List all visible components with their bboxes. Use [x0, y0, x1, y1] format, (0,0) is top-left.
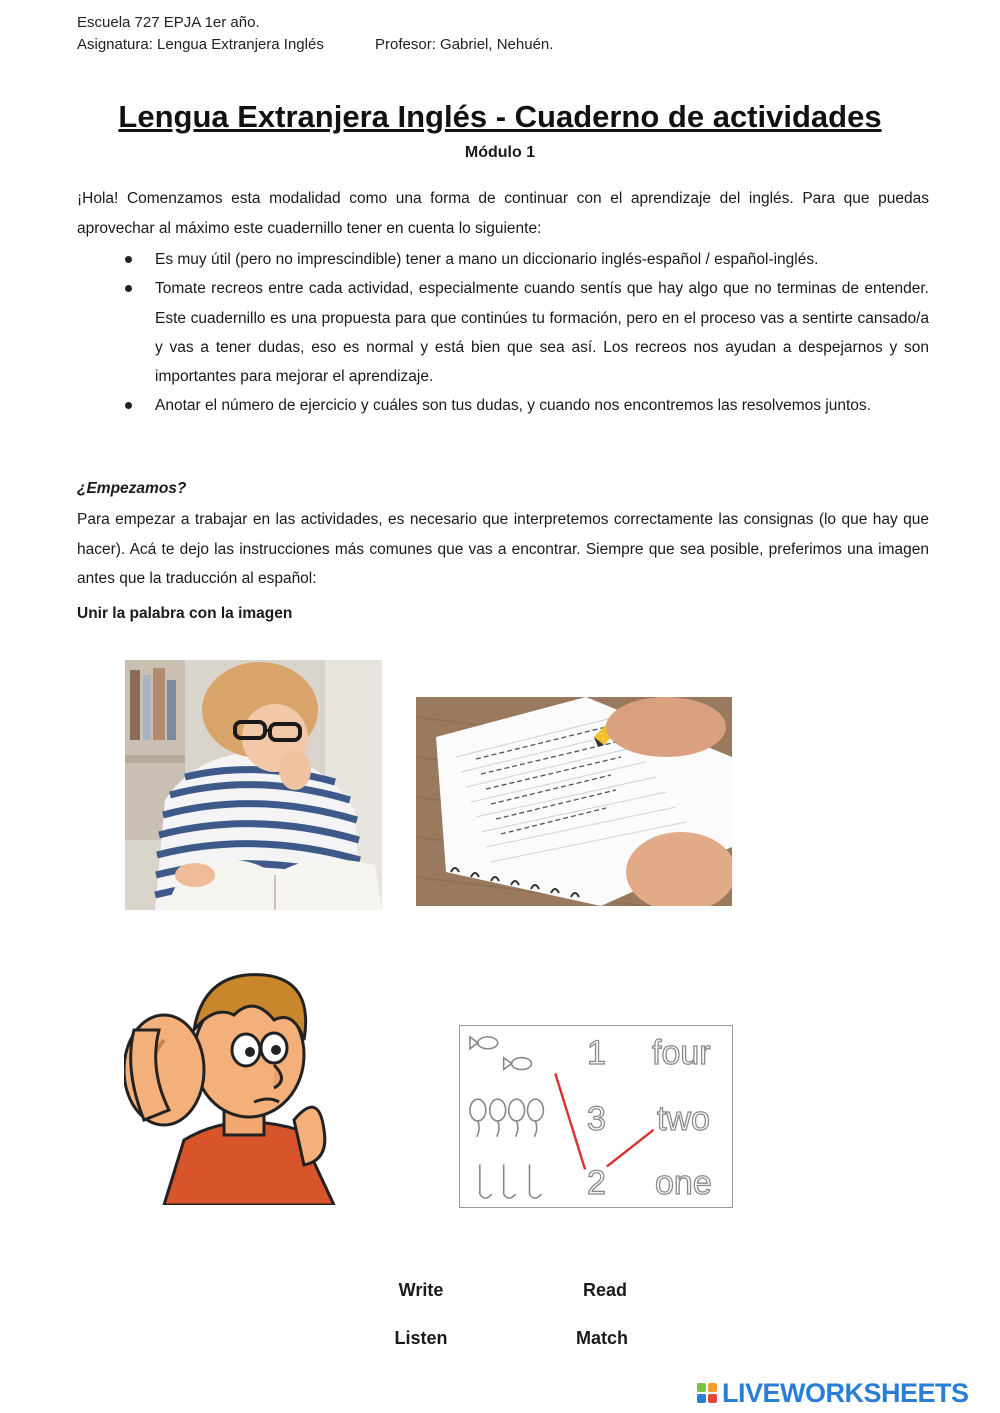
bullet-icon — [125, 402, 132, 409]
match-word-one: one — [655, 1164, 712, 1202]
logo-mark-icon — [696, 1382, 718, 1404]
listening-cartoon-image[interactable] — [124, 970, 344, 1205]
word-write[interactable]: Write — [398, 1280, 444, 1300]
page-title: Lengua Extranjera Inglés - Cuaderno de actividades — [118, 99, 882, 134]
word-listen[interactable]: Listen — [394, 1328, 448, 1348]
brand-name: LIVEWORKSHEETS — [722, 1377, 969, 1408]
match-word-two: two — [657, 1100, 710, 1138]
bullet-icon — [125, 285, 132, 292]
teacher-line: Profesor: Gabriel, Nehuén. — [375, 36, 554, 53]
school-line: Escuela 727 EPJA 1er año. — [77, 14, 260, 31]
list-item — [125, 274, 929, 391]
bullet-icon — [125, 256, 132, 263]
match-number-2: 2 — [587, 1164, 606, 1202]
word-match[interactable]: Match — [575, 1328, 628, 1348]
reading-woman-image[interactable] — [125, 660, 382, 910]
list-item-text: Anotar el número de ejercicio y cuáles son tus dudas, y cuando nos encontremos las resolvemos juntos. — [155, 397, 871, 415]
match-number-1: 1 — [587, 1034, 606, 1072]
list-item-text: Es muy útil (pero no imprescindible) tener a mano un diccionario inglés-español / español-inglés. — [155, 251, 819, 268]
tips-list — [125, 245, 929, 421]
match-worksheet-image[interactable] — [459, 1025, 733, 1208]
module-subtitle: Módulo 1 — [464, 144, 536, 161]
match-word-four: four — [652, 1034, 711, 1072]
section-heading: ¿Empezamos? — [77, 480, 187, 497]
exercise-title: Unir la palabra con la imagen — [77, 605, 293, 622]
writing-notebook-image[interactable] — [416, 697, 732, 906]
section-paragraph: Para empezar a trabajar en las actividades, es necesario que interpretemos correctamente las consignas (lo que hay que hacer). Acá te dejo las instrucciones más comunes que vas a encontrar. Siempre que sea posible, preferimos una imagen antes que la traducción al español: — [77, 511, 929, 587]
match-number-3: 3 — [587, 1100, 606, 1138]
subject-line: Asignatura: Lengua Extranjera Inglés — [77, 36, 324, 53]
intro-paragraph: ¡Hola! Comenzamos esta modalidad como una forma de continuar con el aprendizaje del inglés. Para que puedas aprovechar al máximo este cuadernillo tener en cuenta lo siguiente: — [77, 190, 929, 237]
liveworksheets-logo — [696, 1377, 969, 1409]
list-item-text: Tomate recreos entre cada actividad, especialmente cuando sentís que hay algo que no terminas de entender. Este cuadernillo es una propuesta para que continúes tu formación, pero en el proceso vas a sentirte cansado/a y vas a tener dudas, eso es normal y está bien que sea así. Los recreos nos ayudan a despejarnos y son importantes para mejorar el aprendizaje. — [155, 280, 929, 386]
list-item — [125, 391, 929, 420]
list-item — [125, 245, 929, 274]
word-read[interactable]: Read — [582, 1280, 627, 1300]
